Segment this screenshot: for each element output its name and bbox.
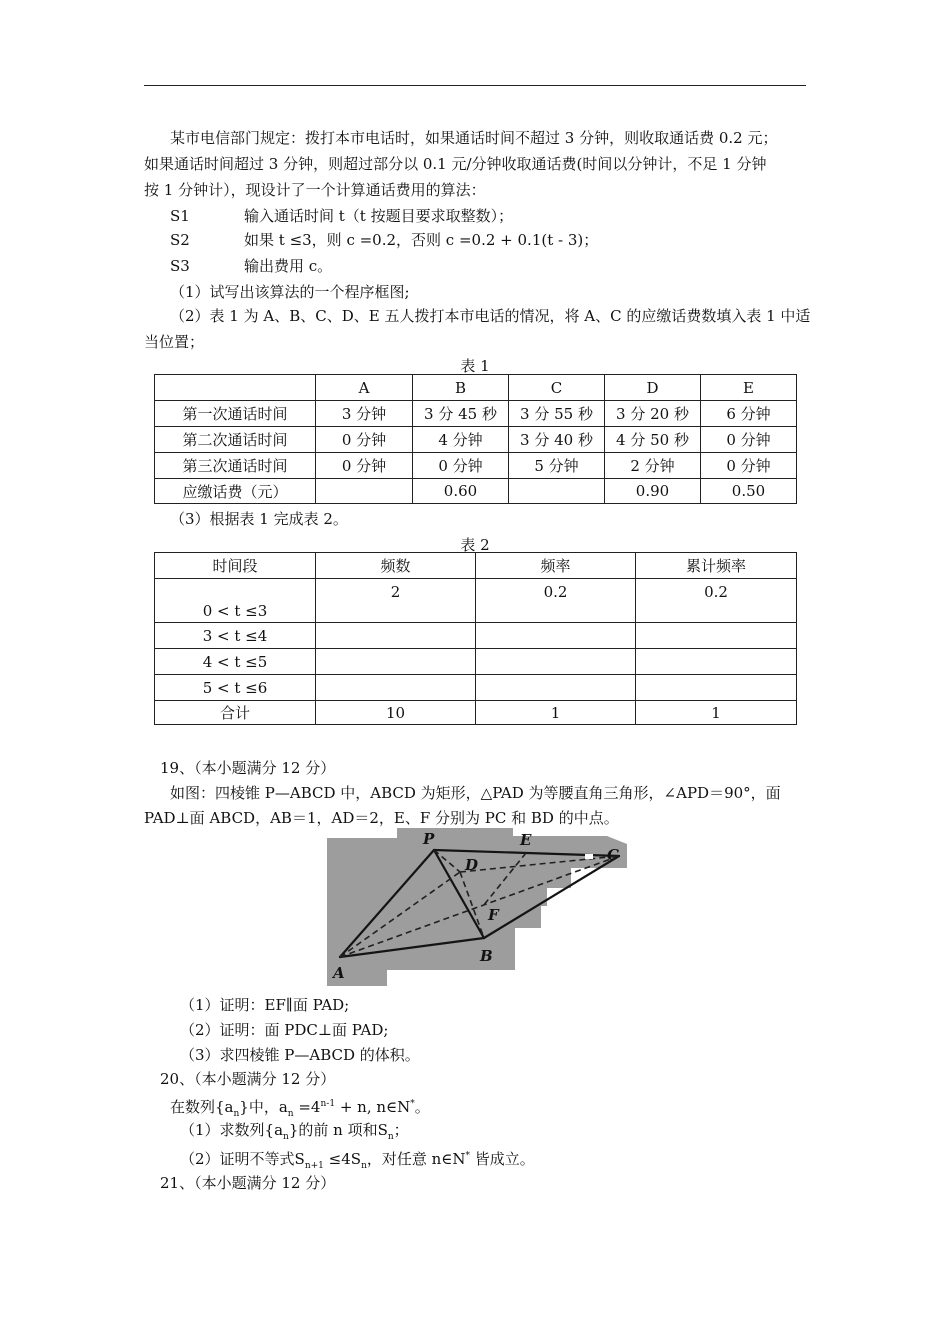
problem-19-part-2: （2）证明：面 PDC⊥面 PAD; xyxy=(180,1021,389,1039)
table1-cell: 第三次通话时间 xyxy=(155,453,316,479)
table2-cell: 3 < t ≤4 xyxy=(155,623,316,649)
problem-19-part-1: （1）证明：EF∥面 PAD; xyxy=(180,996,350,1014)
table1-cell: 0 分钟 xyxy=(316,427,413,453)
label-d: D xyxy=(465,856,479,874)
table1-cell: 第二次通话时间 xyxy=(155,427,316,453)
table2-cell: 合计 xyxy=(155,701,316,725)
intro-line-3: 按 1 分钟计），现设计了一个计算通话费用的算法： xyxy=(144,181,486,199)
p20-text: 在数列{a xyxy=(170,1098,234,1116)
table2-caption: 表 2 xyxy=(460,536,490,554)
p20-text: =4 xyxy=(293,1098,321,1116)
table2-cell: 1 xyxy=(636,701,797,725)
p20-sub: n xyxy=(233,1109,240,1119)
p20-sup: n-1 xyxy=(320,1099,336,1109)
question-1: （1）试写出该算法的一个程序框图; xyxy=(170,283,410,301)
table1-cell: 0 分钟 xyxy=(701,427,797,453)
label-p: P xyxy=(423,830,435,848)
p20-text: （2）证明不等式S xyxy=(180,1150,305,1168)
table1-cell: 3 分 20 秒 xyxy=(605,401,701,427)
p20-text: 。 xyxy=(414,1098,430,1116)
problem-20-part-2 xyxy=(180,1146,535,1176)
figure-mark xyxy=(585,854,593,859)
pyramid-figure xyxy=(327,828,627,986)
table1-header-cell: D xyxy=(605,375,701,401)
p20-sub: n xyxy=(361,1161,367,1171)
table2-cell: 5 < t ≤6 xyxy=(155,675,316,701)
p20-text: + n, n∈N xyxy=(335,1098,411,1116)
step-s3-text: 输出费用 c。 xyxy=(244,257,333,275)
table1-cell: 0 分钟 xyxy=(413,453,509,479)
p20-sup: * xyxy=(410,1099,415,1109)
table-row xyxy=(155,675,797,701)
table2-cell xyxy=(636,649,797,675)
table2-cell: 0.2 xyxy=(636,579,797,623)
header-rule xyxy=(144,85,806,86)
p20-sub: n xyxy=(387,1132,394,1142)
problem-20-part-1 xyxy=(180,1120,409,1147)
table1-cell: 0 分钟 xyxy=(701,453,797,479)
question-2-line-2: 当位置； xyxy=(144,333,205,351)
step-s2-text: 如果 t ≤3，则 c =0.2，否则 c =0.2 + 0.1(t - 3)； xyxy=(244,231,599,249)
table2-cell xyxy=(316,623,476,649)
table1-cell: 2 分钟 xyxy=(605,453,701,479)
table-row xyxy=(155,649,797,675)
table1-cell: 第一次通话时间 xyxy=(155,401,316,427)
step-s3-label: S3 xyxy=(170,257,190,275)
intro-line-2: 如果通话时间超过 3 分钟，则超过部分以 0.1 元/分钟收取通话费(时间以分钟计，不足 1 分钟 xyxy=(144,155,767,173)
table2-header-cell: 频数 xyxy=(316,553,476,579)
problem-19-part-3: （3）求四棱锥 P—ABCD 的体积。 xyxy=(180,1046,420,1064)
table1-cell: 3 分 40 秒 xyxy=(509,427,605,453)
table-row xyxy=(155,479,797,504)
label-a: A xyxy=(333,964,345,982)
table2-cell: 0.2 xyxy=(476,579,636,623)
table-1 xyxy=(154,374,797,504)
table-row xyxy=(155,401,797,427)
table1-cell: 0.90 xyxy=(605,479,701,504)
p20-text: }的前 n 项和S xyxy=(288,1121,388,1139)
step-s1-label: S1 xyxy=(170,207,190,225)
table2-cell xyxy=(476,623,636,649)
p20-sup: * xyxy=(465,1151,471,1161)
p20-text: ，对任意 n∈N xyxy=(366,1150,466,1168)
p20-text: }中，a xyxy=(239,1098,288,1116)
table1-header-cell: B xyxy=(413,375,509,401)
table-row xyxy=(155,453,797,479)
p20-text: ； xyxy=(393,1121,409,1139)
table1-cell: 4 分 50 秒 xyxy=(605,427,701,453)
question-3: （3）根据表 1 完成表 2。 xyxy=(170,510,348,528)
problem-20-title: 20、（本小题满分 12 分） xyxy=(160,1070,336,1088)
question-2-line-1: （2）表 1 为 A、B、C、D、E 五人拨打本市电话的情况，将 A、C 的应缴话费数填入表 1 中适 xyxy=(170,307,811,325)
table1-cell: 3 分钟 xyxy=(316,401,413,427)
intro-line-1: 某市电信部门规定：拨打本市电话时，如果通话时间不超过 3 分钟，则收取通话费 0.2 元； xyxy=(170,129,778,147)
table2-cell xyxy=(476,649,636,675)
table2-cell xyxy=(636,675,797,701)
table2-cell: 4 < t ≤5 xyxy=(155,649,316,675)
table1-cell: 6 分钟 xyxy=(701,401,797,427)
table1-header-row xyxy=(155,375,797,401)
table1-cell: 0.60 xyxy=(413,479,509,504)
step-s1-text: 输入通话时间 t（t 按题目要求取整数）； xyxy=(244,207,514,225)
table-2 xyxy=(154,552,797,725)
label-b: B xyxy=(480,947,493,965)
table2-cell xyxy=(316,649,476,675)
table2-cell xyxy=(476,675,636,701)
problem-21-title: 21、（本小题满分 12 分） xyxy=(160,1174,336,1192)
table1-header-cell: E xyxy=(701,375,797,401)
table1-caption: 表 1 xyxy=(460,357,490,375)
problem-19-title: 19、（本小题满分 12 分） xyxy=(160,759,336,777)
table1-cell: 0.50 xyxy=(701,479,797,504)
p20-sub: n xyxy=(283,1132,289,1142)
table1-header-cell: C xyxy=(509,375,605,401)
table2-cell xyxy=(316,675,476,701)
label-c: C xyxy=(607,846,619,864)
table2-header-cell: 频率 xyxy=(476,553,636,579)
table-row xyxy=(155,623,797,649)
table-row xyxy=(155,427,797,453)
table1-cell: 0 分钟 xyxy=(316,453,413,479)
table2-cell: 10 xyxy=(316,701,476,725)
table2-header-cell: 时间段 xyxy=(155,553,316,579)
table-row xyxy=(155,701,797,725)
table-row xyxy=(155,579,797,623)
problem-19-line-2: PAD⊥面 ABCD，AB＝1，AD＝2，E、F 分别为 PC 和 BD 的中点。 xyxy=(144,809,619,827)
table2-cell: 2 xyxy=(316,579,476,623)
table2-header-row xyxy=(155,553,797,579)
p20-text: （1）求数列{a xyxy=(180,1121,284,1139)
label-f: F xyxy=(488,906,499,924)
p20-sub: n xyxy=(287,1109,294,1119)
table1-cell: 5 分钟 xyxy=(509,453,605,479)
table2-header-cell: 累计频率 xyxy=(636,553,797,579)
table1-cell: 3 分 45 秒 xyxy=(413,401,509,427)
table1-cell: 3 分 55 秒 xyxy=(509,401,605,427)
table2-cell: 1 xyxy=(476,701,636,725)
table1-header-cell: A xyxy=(316,375,413,401)
p20-text: 皆成立。 xyxy=(470,1150,535,1168)
table2-cell: 0 < t ≤3 xyxy=(155,579,316,623)
label-e: E xyxy=(520,831,532,849)
table1-cell xyxy=(509,479,605,504)
p20-sub: n+1 xyxy=(304,1161,324,1171)
p20-text: ≤4S xyxy=(323,1150,362,1168)
problem-19-line-1: 如图：四棱锥 P—ABCD 中，ABCD 为矩形，△PAD 为等腰直角三角形，∠APD＝90°，面 xyxy=(170,784,781,802)
table1-cell: 应缴话费（元） xyxy=(155,479,316,504)
table2-cell xyxy=(636,623,797,649)
table1-header-cell xyxy=(155,375,316,401)
table1-cell xyxy=(316,479,413,504)
step-s2-label: S2 xyxy=(170,231,190,249)
table1-cell: 4 分钟 xyxy=(413,427,509,453)
